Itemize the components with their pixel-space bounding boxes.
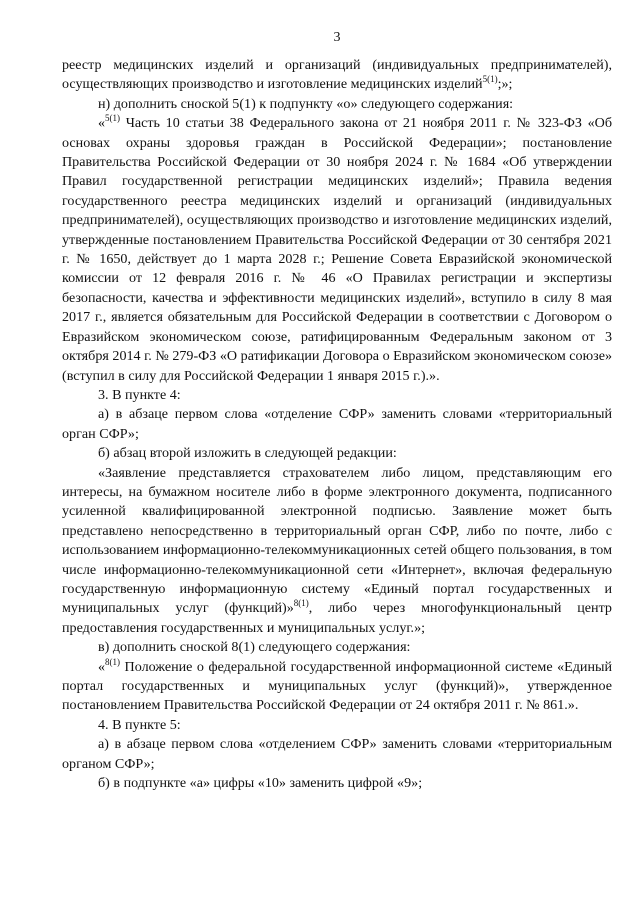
paragraph-text: а) в абзаце первом слова «отделение СФР» заменить словами «территориальный орган СФР»; bbox=[62, 406, 612, 442]
document-body bbox=[62, 56, 612, 793]
paragraph-text: «Заявление представляется страхователем либо лицом, представляющим его интересы, на бумажном носителе либо в форме электронного документа, подписанного усиленной квалифицированной электронной подписью. Заявление может быть представлено непосредственно в территориальный орган СФР, либо по почте, либо с использованием информационно-телекоммуникационных сетей общего пользования, в том числе информационно-телекоммуникационной сети «Интернет», включая федеральную государственную информационную систему «Единый портал государственных и муниципальных услуг (функций)» bbox=[62, 464, 612, 617]
paragraph-7 bbox=[62, 464, 612, 639]
paragraph-text: реестр медицинских изделий и организаций (индивидуальных предпринимателей), осуществляющих производство и изготовление медицинских изделий bbox=[62, 57, 612, 93]
paragraph-3 bbox=[62, 114, 612, 386]
footnote-marker: 8(1) bbox=[293, 598, 309, 609]
quote-open: « bbox=[98, 658, 106, 675]
paragraph-text: б) абзац второй изложить в следующей редакции: bbox=[98, 445, 397, 462]
paragraph-12 bbox=[62, 774, 612, 793]
paragraph-text: в) дополнить сноской 8(1) следующего содержания: bbox=[98, 639, 411, 656]
paragraph-text: 4. В пункте 5: bbox=[98, 716, 181, 733]
footnote-marker: 5(1) bbox=[105, 113, 121, 124]
footnote-marker: 5(1) bbox=[482, 74, 498, 85]
paragraph-text-tail: ;»; bbox=[497, 76, 513, 93]
paragraph-text: б) в подпункте «а» цифры «10» заменить цифрой «9»; bbox=[98, 775, 423, 792]
paragraph-text-tail: , либо через многофункциональный центр предоставления государственных и муниципальных услуг.»; bbox=[62, 600, 612, 636]
paragraph-10 bbox=[62, 716, 612, 735]
paragraph-5 bbox=[62, 405, 612, 444]
paragraph-2 bbox=[62, 95, 612, 114]
paragraph-text: Часть 10 статьи 38 Федерального закона от 21 ноября 2011 г. № 323-ФЗ «Об основах охраны здоровья граждан в Российской Федерации»; постановление Правительства Российской Федерации от 30 ноября 2024 г. № 1684 «Об утверждении Правил государственной регистрации медицинских изделий»; Правила ведения государственного реестра медицинских изделий и организаций (индивидуальных предпринимателей), осуществляющих производство и изготовление медицинских изделий, утвержденные постановлением Правительства Российской Федерации от 30 сентября 2021 г. № 1650, действует до 1 марта 2028 г.; Решение Совета Евразийской экономической комиссии от 12 февраля 2016 г. № 46 «О Правилах регистрации и экспертизы безопасности, качества и эффективности медицинских изделий», вступило в силу 8 мая 2017 г., является обязательным для Российской Федерации в соответствии с Договором о Евразийском экономическом союзе, ратифицированным Федеральным законом от 3 октября 2014 г. № 279-ФЗ «О ратификации Договора о Евразийском экономическом союзе» (вступил в силу для Российской Федерации 1 января 2015 г.).». bbox=[62, 115, 612, 384]
page-number: 3 bbox=[333, 30, 341, 45]
paragraph-4 bbox=[62, 386, 612, 405]
paragraph-text: н) дополнить сноской 5(1) к подпункту «о» следующего содержания: bbox=[98, 95, 514, 112]
paragraph-6 bbox=[62, 444, 612, 463]
paragraph-11 bbox=[62, 735, 612, 774]
paragraph-9 bbox=[62, 658, 612, 716]
footnote-marker: 8(1) bbox=[105, 656, 121, 667]
paragraph-text: Положение о федеральной государственной информационной системе «Единый портал государственных и муниципальных услуг (функций)», утвержденное постановлением Правительства Российской Федерации от 24 октября 2011 г. № 861.». bbox=[62, 658, 612, 714]
paragraph-text: а) в абзаце первом слова «отделением СФР» заменить словами «территориальным органом СФР»; bbox=[62, 736, 612, 772]
paragraph-1 bbox=[62, 56, 612, 95]
quote-open: « bbox=[98, 115, 106, 132]
paragraph-8 bbox=[62, 638, 612, 657]
paragraph-text: 3. В пункте 4: bbox=[98, 386, 181, 403]
